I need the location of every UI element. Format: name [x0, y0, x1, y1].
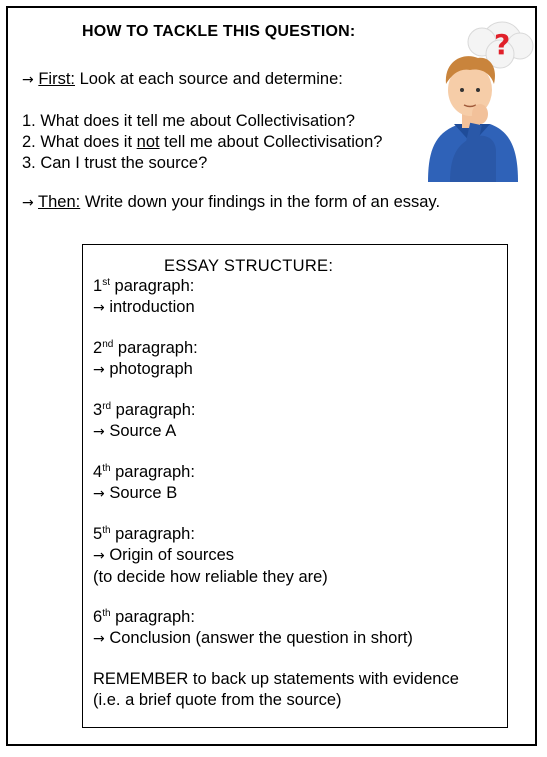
boy-icon: [428, 56, 518, 182]
remember-line-2: (i.e. a brief quote from the source): [93, 691, 342, 709]
question-2-underlined: not: [136, 133, 160, 151]
arrow-icon: →: [93, 300, 105, 316]
arrow-icon: →: [93, 548, 105, 564]
paragraph-5: 5th paragraph: → Origin of sources (to decide how reliable they are): [93, 525, 328, 586]
question-3: 3. Can I trust the source?: [22, 154, 208, 172]
first-instruction: [22, 70, 343, 89]
remember-note: [93, 669, 459, 711]
arrow-icon: →: [93, 362, 105, 378]
first-label: First:: [38, 70, 75, 88]
paragraph-5-note: (to decide how reliable they are): [93, 568, 328, 586]
first-text: Look at each source and determine:: [75, 70, 343, 88]
paragraph-4: 4th paragraph: → Source B: [93, 463, 195, 502]
arrow-icon: →: [93, 631, 105, 647]
question-1: 1. What does it tell me about Collectivisation?: [22, 112, 355, 130]
question-2-before: 2. What does it: [22, 133, 137, 151]
remember-line-1: REMEMBER to back up statements with evidence: [93, 670, 459, 688]
question-mark-icon: ?: [494, 28, 511, 61]
paragraph-1: 1st paragraph: → introduction: [93, 277, 195, 316]
then-instruction: [22, 193, 440, 212]
arrow-icon: →: [93, 424, 105, 440]
essay-structure-heading: ESSAY STRUCTURE:: [164, 257, 334, 275]
question-2-after: tell me about Collectivisation?: [159, 133, 383, 151]
then-label: Then:: [38, 193, 81, 211]
arrow-icon: →: [93, 486, 105, 502]
paragraph-3: 3rd paragraph: → Source A: [93, 401, 196, 440]
question-2: [22, 133, 382, 152]
then-text: Write down your findings in the form of an essay.: [80, 193, 441, 211]
essay-structure-box: [82, 244, 508, 728]
paragraph-6: 6th paragraph: → Conclusion (answer the question in short): [93, 608, 413, 647]
arrow-icon: →: [22, 195, 34, 211]
arrow-icon: →: [22, 72, 34, 88]
paragraph-2: 2nd paragraph: → photograph: [93, 339, 198, 378]
page-title: HOW TO TACKLE THIS QUESTION:: [82, 23, 356, 40]
thinking-boy-illustration: [420, 12, 540, 182]
